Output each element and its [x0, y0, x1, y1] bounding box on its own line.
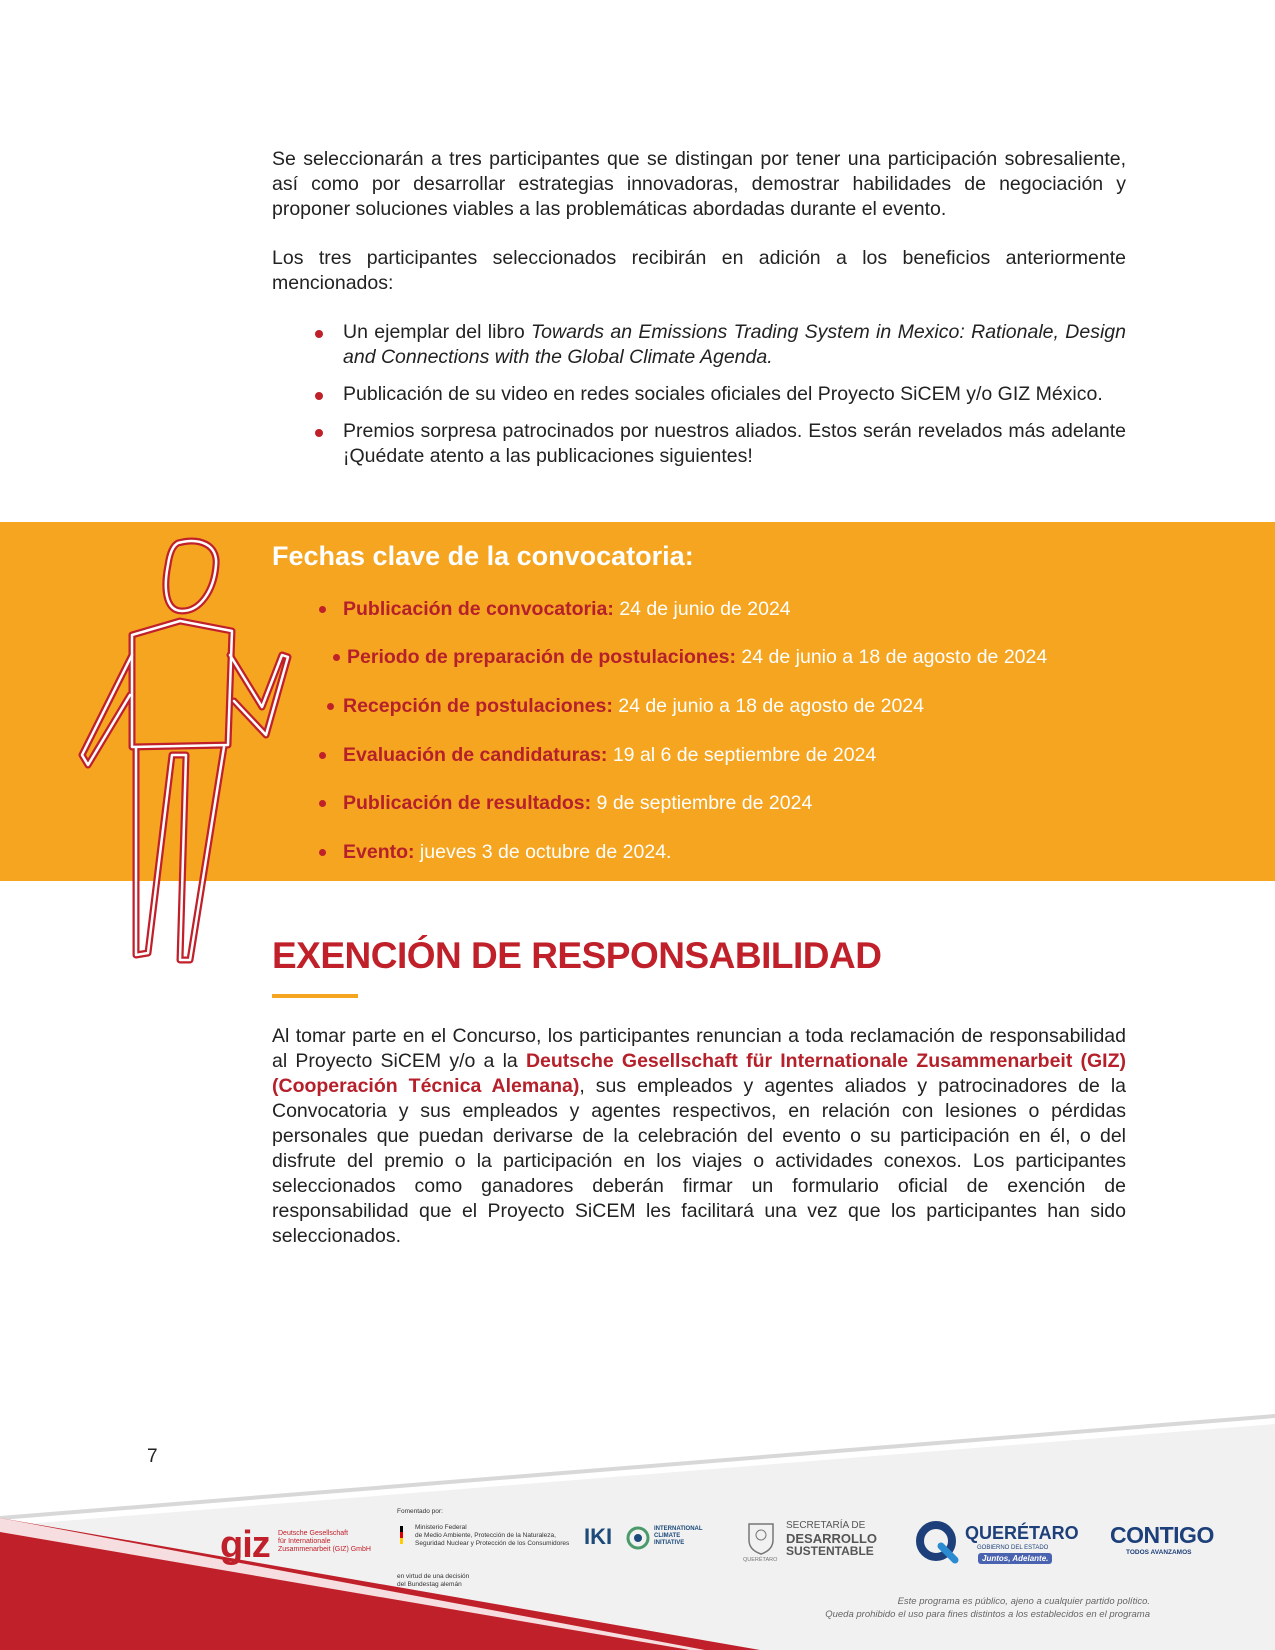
- queretaro-slogan: Juntos, Adelante.: [978, 1553, 1052, 1564]
- bullet-dot: [319, 606, 326, 613]
- footer-legal-note: Este programa es público, ajeno a cualquier partido político. Queda prohibido el uso para fines distintos a los establecidos en el programa: [825, 1596, 1150, 1620]
- bullet-dot: [319, 800, 326, 807]
- person-illustration-icon: [40, 535, 300, 975]
- bullet-dot: [315, 330, 323, 338]
- bullet-dot: [327, 703, 334, 710]
- contigo-logo: CONTIGO TODOS AVANZAMOS: [1110, 1522, 1214, 1556]
- bullet-dot: [333, 654, 340, 661]
- date-item-publicacion-resultados: Publicación de resultados: 9 de septiembre de 2024: [343, 791, 812, 815]
- benefit-item-book: Un ejemplar del libro Towards an Emissions Trading System in Mexico: Rationale, Design and Connections with the Global Climate Agenda.: [272, 320, 1126, 370]
- date-item-evaluacion-candidaturas: Evaluación de candidaturas: 19 al 6 de septiembre de 2024: [343, 743, 876, 767]
- bullet-dot: [319, 752, 326, 759]
- iki-logo: IKI INTERNATIONAL CLIMATE INITIATIVE: [584, 1524, 703, 1549]
- benefit-item-prizes: Premios sorpresa patrocinados por nuestros aliados. Estos serán revelados más adelante ¡Quédate atento a las publicaciones siguientes!: [272, 419, 1126, 469]
- giz-wordmark: giz: [220, 1524, 270, 1566]
- bullet-dot: [319, 849, 326, 856]
- bmuv-logo: Fomentado por: Ministerio Federal de Medio Ambiente, Protección de la Naturaleza, Seguridad Nuclear y Protección de los Consumidores en virtud de una decisión del Bundestag alemán: [397, 1508, 570, 1588]
- flag-gold: [400, 1538, 403, 1544]
- bullet-dot: [315, 392, 323, 400]
- sedesu-logo: QUERÉTARO SECRETARÍA DE DESARROLLO SUSTENTABLE: [743, 1520, 877, 1563]
- intro-paragraph-1: Se seleccionarán a tres participantes que se distingan por tener una participación sobresaliente, así como por desarrollar estrategias innovadoras, demostrar habilidades de negociación y proponer soluciones viables a las problemáticas abordadas durante el evento.: [272, 148, 1126, 220]
- queretaro-q-icon: [915, 1520, 959, 1564]
- disclaimer-heading: EXENCIÓN DE RESPONSABILIDAD: [272, 935, 882, 976]
- date-item-evento: Evento: jueves 3 de octubre de 2024.: [343, 840, 671, 864]
- disclaimer-paragraph: Al tomar parte en el Concurso, los participantes renuncian a toda reclamación de responsabilidad al Proyecto SiCEM y/o a la Deutsche Gesellschaft für Internationale Zusammenarbeit (GIZ) (Cooperación Técnica Alemana), sus empleados y agentes aliados y patrocinadores de la Convocatoria y sus empleados y agentes respectivos, en relación con lesiones o pérdidas personales que puedan derivarse de la celebración del evento o su participación en él, o del disfrute del premio o la participación en los viajes o actividades conexos. Los participantes seleccionados como ganadores deberán firmar un formulario oficial de exención de responsabilidad que el Proyecto SiCEM les facilitará una vez que los participantes han sido seleccionados.: [272, 1025, 1127, 1247]
- date-item-periodo-preparacion: Periodo de preparación de postulaciones: 24 de junio a 18 de agosto de 2024: [347, 645, 1047, 669]
- intro-paragraph-2: Los tres participantes seleccionados recibirán en adición a los beneficios anteriormente mencionados:: [272, 247, 1126, 294]
- date-item-recepcion-postulaciones: Recepción de postulaciones: 24 de junio a 18 de agosto de 2024: [343, 694, 924, 718]
- benefits-list: [272, 320, 1126, 481]
- giz-logo: giz Deutsche Gesellschaft für Internationale Zusammenarbeit (GIZ) GmbH: [220, 1524, 371, 1566]
- date-item-publicacion-convocatoria: Publicación de convocatoria: 24 de junio de 2024: [343, 597, 791, 621]
- bullet-dot: [315, 429, 323, 437]
- queretaro-seal-icon: [743, 1518, 779, 1558]
- key-dates-title: Fechas clave de la convocatoria:: [272, 541, 694, 571]
- iki-circle-icon: [626, 1526, 650, 1550]
- benefit-item-video: Publicación de su video en redes sociales oficiales del Proyecto SiCEM y/o GIZ México.: [272, 382, 1126, 407]
- book-title: Towards an Emissions Trading System in Mexico: Rationale, Design and Connections with the Global Climate Agenda.: [343, 321, 1126, 368]
- iki-wordmark: IKI: [584, 1524, 613, 1549]
- giz-name-highlight: Deutsche Gesellschaft für Internationale Zusammenarbeit (GIZ) (Cooperación Técnica Alemana): [272, 1050, 1127, 1097]
- queretaro-gobierno-logo: QUERÉTARO GOBIERNO DEL ESTADO Juntos, Adelante.: [915, 1520, 1085, 1570]
- page-number: 7: [147, 1446, 158, 1467]
- heading-underline: [272, 994, 358, 998]
